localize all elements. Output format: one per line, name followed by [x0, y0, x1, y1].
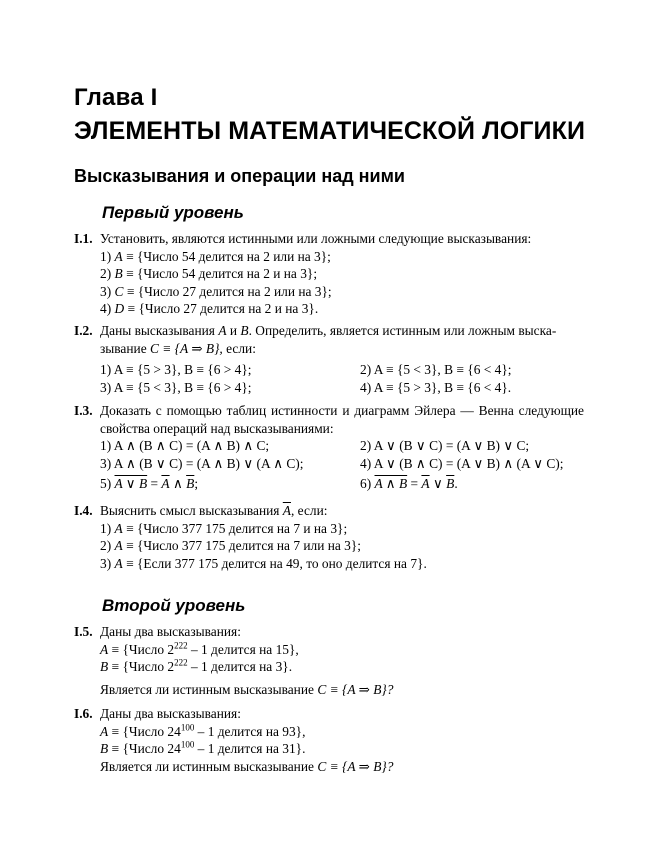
statement-b: B ≡ {Число $2^{222} - 1$ делится на 3}.: [100, 657, 293, 674]
problem-i5: [74, 623, 584, 698]
problem-number: I.4.: [74, 503, 93, 518]
statement-a: A ≡ {Число $24^{100} - 1$ делится на 93},: [100, 722, 306, 739]
list-item: 1) A ≡ {5 > 3}, B ≡ {6 > 4};: [100, 362, 252, 377]
section-title: Высказывания и операции над ними: [74, 166, 405, 186]
problem-intro: Установить, являются истинными или ложными следующие высказывания:: [100, 231, 532, 246]
problem-intro: Доказать с помощью таблиц истинности и диаграмм Эйлера — Венна следующие свойства операций над высказываниями:: [100, 403, 584, 436]
list-item: 3) C ≡ {Число 27 делится на 2 или на 3};: [100, 283, 332, 299]
statement-b: B ≡ {Число $24^{100} - 1$ делится на 31}.: [100, 739, 306, 756]
list-item: 1) A ∧ (B ∧ C) = (A ∧ B) ∧ C;: [100, 438, 270, 453]
problem-intro: зывание C ≡ {A ⇒ B}, если:: [100, 340, 256, 356]
list-item: 2) A ≡ {5 < 3}, B ≡ {6 < 4};: [360, 362, 512, 377]
problem-i4: [74, 502, 584, 572]
list-item: 3) A ≡ {Если 377 175 делится на 49, то оно делится на 7}.: [100, 555, 427, 571]
list-item: 1) A ≡ {Число 54 делится на 2 или на 3};: [100, 248, 331, 264]
problem-intro: Даны высказывания A и B. Определить, является истинным или ложным выска-: [100, 323, 557, 338]
problem-number: I.5.: [74, 624, 93, 639]
list-item: 6) A ∧ $B = \overline{A}$ ∨ $\overline{B}$.: [360, 476, 458, 491]
problem-i6: [74, 705, 584, 775]
problem-number: I.3.: [74, 403, 93, 418]
level-heading-first: Первый уровень: [102, 203, 244, 222]
problem-intro: Выяснить смысл высказывания $\overline{A}$, если:: [100, 503, 328, 518]
problem-number: I.6.: [74, 706, 93, 721]
problem-i3: [74, 402, 584, 493]
list-item: 2) A ∨ (B ∨ C) = (A ∨ B) ∨ C;: [360, 438, 530, 453]
list-item: 4) D ≡ {Число 27 делится на 2 и на 3}.: [100, 301, 319, 316]
problem-i2: [74, 322, 584, 396]
list-item: 2) A ≡ {Число 377 175 делится на 7 или на 3};: [100, 538, 362, 553]
problem-number: I.2.: [74, 323, 93, 338]
problem-number: I.1.: [74, 231, 93, 246]
problem-i1: [74, 230, 584, 318]
list-item: 5) A ∨ $B = \overline{A}$ ∧ $\overline{B}$;: [100, 476, 199, 491]
level-heading-second: Второй уровень: [102, 596, 246, 615]
list-item: 4) A ≡ {5 > 3}, B ≡ {6 < 4}.: [360, 379, 512, 395]
problem-intro: Даны два высказывания:: [100, 706, 241, 721]
problem-question: Является ли истинным высказывание C ≡ {A ⇒ B}?: [100, 681, 394, 697]
list-item: 3) A ≡ {5 < 3}, B ≡ {6 > 4};: [100, 379, 252, 395]
list-item: 1) A ≡ {Число 377 175 делится на 7 и на 3};: [100, 520, 348, 536]
chapter-label: Глава I: [74, 84, 158, 111]
chapter-title: ЭЛЕМЕНТЫ МАТЕМАТИЧЕСКОЙ ЛОГИКИ: [74, 117, 586, 145]
list-item: 2) B ≡ {Число 54 делится на 2 и на 3};: [100, 266, 318, 281]
statement-a: A ≡ {Число $2^{222} - 1$ делится на 15},: [100, 640, 299, 657]
list-item: 4) A ∨ (B ∧ C) = (A ∨ B) ∧ (A ∨ C);: [360, 455, 564, 471]
problem-question: Является ли истинным высказывание C ≡ {A ⇒ B}?: [100, 758, 394, 774]
list-item: 3) A ∧ (B ∨ C) = (A ∧ B) ∨ (A ∧ C);: [100, 455, 304, 471]
problem-intro: Даны два высказывания:: [100, 624, 241, 639]
